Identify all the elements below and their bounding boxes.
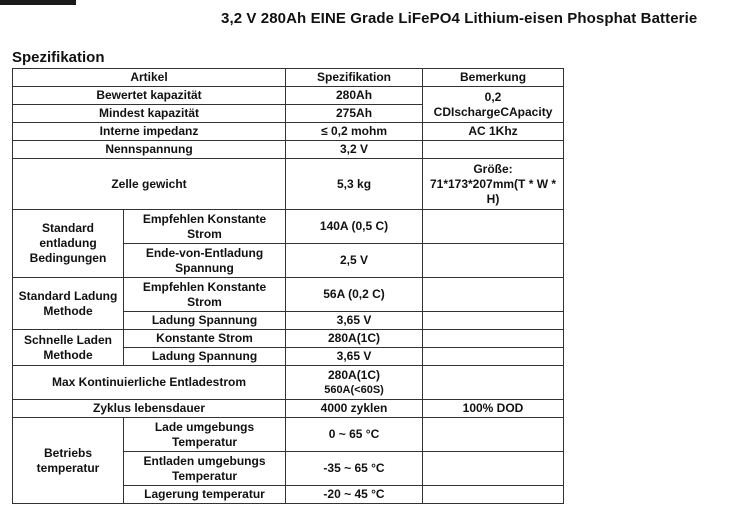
row-label: Mindest kapazität	[13, 105, 286, 123]
table-row	[13, 123, 564, 141]
row-spec: 280A(1C)	[286, 330, 423, 348]
row-spec: 5,3 kg	[286, 159, 423, 210]
row-spec: 4000 zyklen	[286, 400, 423, 418]
row-spec-line: 280A(1C)	[328, 367, 381, 382]
row-note	[423, 452, 564, 486]
row-sublabel: Entladen umgebungs Temperatur	[124, 452, 286, 486]
row-note	[423, 486, 564, 504]
table-row	[13, 278, 564, 312]
row-sublabel: Ende-von-Entladung Spannung	[124, 244, 286, 278]
row-label: Max Kontinuierliche Entladestrom	[13, 366, 286, 400]
row-label: Nennspannung	[13, 141, 286, 159]
row-note	[423, 278, 564, 312]
header-note: Bemerkung	[423, 69, 564, 87]
row-spec: 2,5 V	[286, 244, 423, 278]
row-label: Zyklus lebensdauer	[13, 400, 286, 418]
header-spec: Spezifikation	[286, 69, 423, 87]
row-label: Bewertet kapazität	[13, 87, 286, 105]
page-title: 3,2 V 280Ah EINE Grade LiFePO4 Lithium-eisen Phosphat Batterie	[221, 10, 698, 27]
table-row	[13, 366, 564, 400]
row-note: 0,2 CDIschargeCApacity	[423, 87, 564, 123]
table-row	[13, 418, 564, 452]
row-sublabel: Ladung Spannung	[124, 348, 286, 366]
row-note	[423, 244, 564, 278]
row-spec: 280Ah	[286, 87, 423, 105]
row-note	[423, 348, 564, 366]
row-note: AC 1Khz	[423, 123, 564, 141]
row-spec: -20 ~ 45 °C	[286, 486, 423, 504]
table-row	[13, 87, 564, 105]
row-sublabel: Lagerung temperatur	[124, 486, 286, 504]
table-row	[13, 330, 564, 348]
table-row	[13, 210, 564, 244]
row-note	[423, 210, 564, 244]
row-spec: ≤ 0,2 mohm	[286, 123, 423, 141]
row-spec: 3,65 V	[286, 348, 423, 366]
row-spec: 275Ah	[286, 105, 423, 123]
row-spec: 3,2 V	[286, 141, 423, 159]
group-label: Betriebs temperatur	[13, 418, 124, 504]
specification-table	[12, 68, 564, 504]
row-note: 100% DOD	[423, 400, 564, 418]
row-spec-line: 560A(<60S)	[324, 383, 384, 396]
table-row	[13, 141, 564, 159]
row-note	[423, 141, 564, 159]
header-item: Artikel	[13, 69, 286, 87]
group-label: Standard Ladung Methode	[13, 278, 124, 330]
row-spec: 0 ~ 65 °C	[286, 418, 423, 452]
group-label: Standard entladung Bedingungen	[13, 210, 124, 278]
group-label: Schnelle Laden Methode	[13, 330, 124, 366]
row-sublabel: Ladung Spannung	[124, 312, 286, 330]
row-note	[423, 418, 564, 452]
row-label: Zelle gewicht	[13, 159, 286, 210]
section-title: Spezifikation	[12, 49, 105, 66]
row-spec: 56A (0,2 C)	[286, 278, 423, 312]
row-sublabel: Empfehlen Konstante Strom	[124, 210, 286, 244]
row-note	[423, 330, 564, 348]
row-label: Interne impedanz	[13, 123, 286, 141]
row-spec: -35 ~ 65 °C	[286, 452, 423, 486]
table-header-row	[13, 69, 564, 87]
row-sublabel: Lade umgebungs Temperatur	[124, 418, 286, 452]
row-note	[423, 312, 564, 330]
row-sublabel: Empfehlen Konstante Strom	[124, 278, 286, 312]
table-row	[13, 400, 564, 418]
row-spec: 140A (0,5 C)	[286, 210, 423, 244]
row-spec: 3,65 V	[286, 312, 423, 330]
row-note: Größe: 71*173*207mm(T * W * H)	[423, 159, 564, 210]
row-spec	[286, 366, 423, 400]
table-row	[13, 159, 564, 210]
top-accent-bar	[0, 0, 76, 5]
row-note	[423, 366, 564, 400]
row-sublabel: Konstante Strom	[124, 330, 286, 348]
